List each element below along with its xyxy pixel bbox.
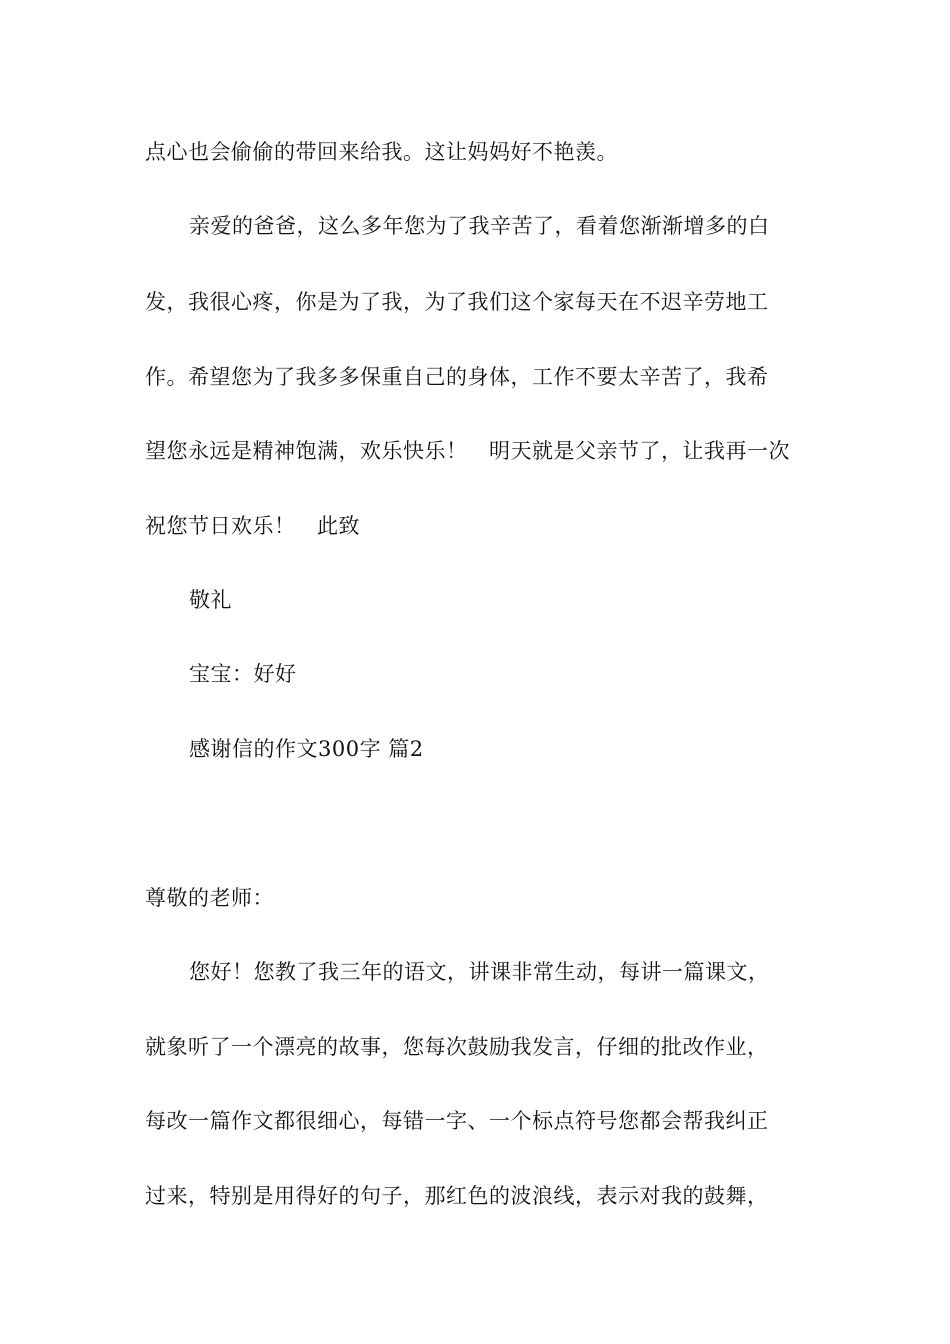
paragraph-line: 发，我很心疼，你是为了我，为了我们这个家每天在不迟辛劳地工 (145, 290, 769, 314)
paragraph-line: 您好！您教了我三年的语文，讲课非常生动，每讲一篇课文， (189, 960, 770, 984)
paragraph-line: 点心也会偷偷的带回来给我。这让妈妈好不艳羡。 (145, 140, 618, 164)
paragraph-line: 就象听了一个漂亮的故事，您每次鼓励我发言，仔细的批改作业， (145, 1035, 769, 1059)
greeting-line: 尊敬的老师： (145, 886, 274, 910)
paragraph-line: 作。希望您为了我多多保重自己的身体，工作不要太辛苦了，我希 (145, 365, 769, 389)
paragraph-line: 祝您节日欢乐！ 此致 (145, 514, 360, 538)
paragraph-line: 亲爱的爸爸，这么多年您为了我辛苦了，看着您渐渐增多的白 (189, 214, 770, 238)
section-heading: 感谢信的作文300字 篇2 (189, 737, 424, 761)
signature-line: 宝宝：好好 (189, 662, 297, 686)
paragraph-line: 每改一篇作文都很细心，每错一字、一个标点符号您都会帮我纠正 (145, 1109, 769, 1133)
paragraph-line: 望您永远是精神饱满，欢乐快乐！ 明天就是父亲节了，让我再一次 (145, 439, 790, 463)
closing-salutation: 敬礼 (189, 588, 232, 612)
paragraph-line: 过来，特别是用得好的句子，那红色的波浪线，表示对我的鼓舞， (145, 1184, 769, 1208)
